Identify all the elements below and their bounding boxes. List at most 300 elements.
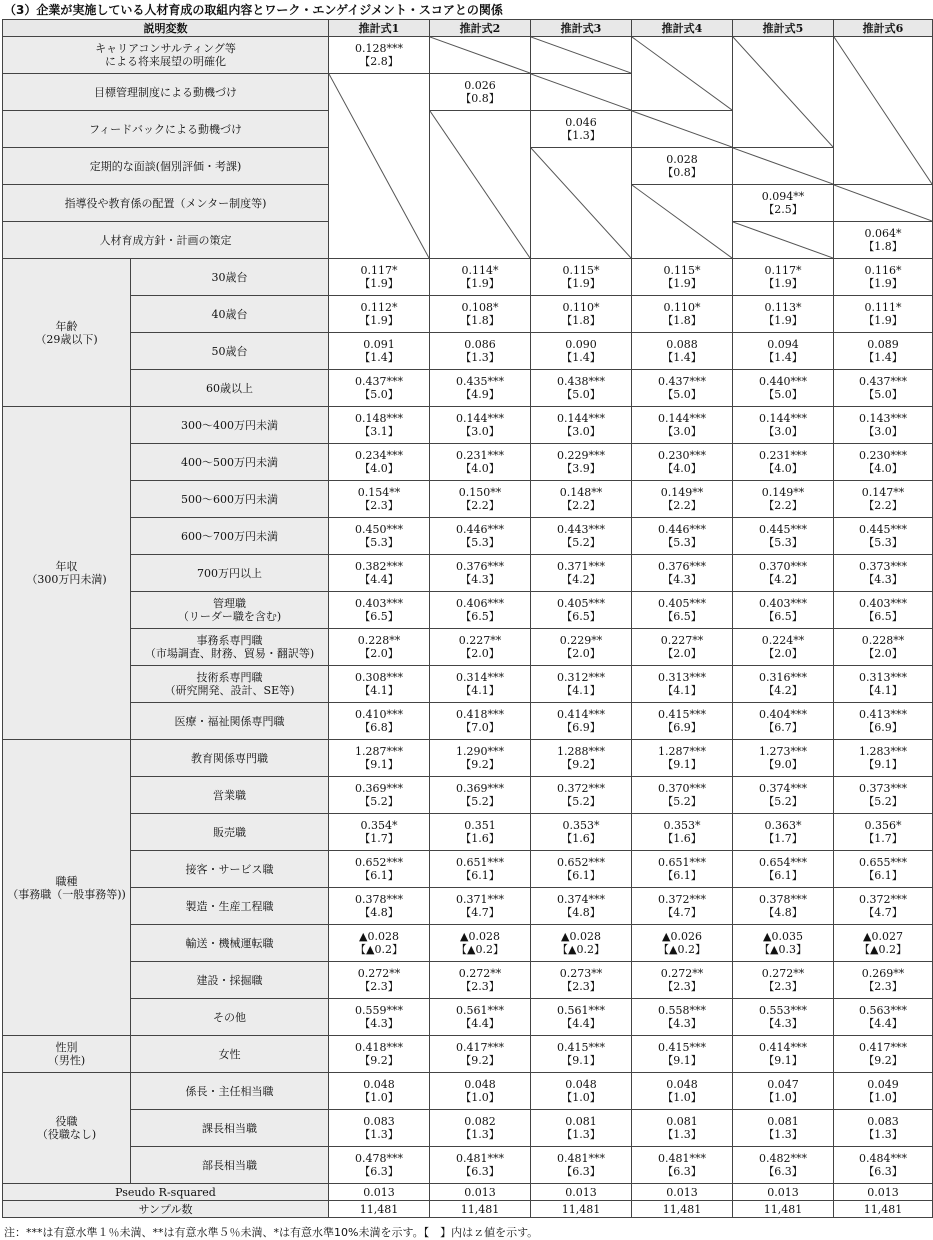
z-value: 【5.2】	[359, 795, 399, 808]
coef-value: ▲0.027	[863, 930, 903, 943]
coef-value: 0.047	[767, 1078, 799, 1091]
control-variable-label: 30歳台	[131, 259, 329, 296]
coef-value: 0.414***	[557, 708, 605, 721]
coef-value: 0.437***	[658, 375, 706, 388]
coef-cell	[834, 592, 933, 629]
coef-value: 0.373***	[859, 560, 907, 573]
coef-value: 0.376***	[658, 560, 706, 573]
footer-value-cell	[834, 1201, 933, 1218]
coef-cell	[632, 1036, 733, 1073]
coef-cell	[632, 925, 733, 962]
control-variable-label: 500～600万円未満	[131, 481, 329, 518]
coef-cell	[329, 407, 430, 444]
z-value: 【1.3】	[359, 1128, 399, 1141]
z-value: 【5.0】	[763, 388, 803, 401]
coef-value: 0.013	[565, 1185, 597, 1199]
coef-cell	[733, 1073, 834, 1110]
z-value: 【1.3】	[561, 1128, 601, 1141]
control-variable-label: 営業職	[131, 777, 329, 814]
z-value: 【5.3】	[863, 536, 903, 549]
blank-diagonal-block-lines	[531, 37, 631, 73]
coef-value: 0.144***	[759, 412, 807, 425]
z-value: 【1.8】	[561, 314, 601, 327]
coef-value: 0.272**	[761, 967, 805, 980]
z-value: 【6.1】	[460, 869, 500, 882]
z-value: 【1.3】	[460, 351, 500, 364]
blank-diagonal-block-lines	[329, 74, 429, 258]
coef-value: ▲0.028	[460, 930, 500, 943]
control-variable-label: 輸送・機械運転職	[131, 925, 329, 962]
coef-cell	[632, 481, 733, 518]
regression-table	[2, 19, 933, 1218]
z-value: 【6.1】	[561, 869, 601, 882]
coef-cell	[430, 925, 531, 962]
coef-value: 0.086	[464, 338, 496, 351]
z-value: 【1.8】	[863, 240, 903, 253]
coef-value: 0.373***	[859, 782, 907, 795]
z-value: 【4.1】	[359, 684, 399, 697]
coef-value: 0.049	[867, 1078, 899, 1091]
coef-value: 0.313***	[658, 671, 706, 684]
coef-cell	[632, 851, 733, 888]
z-value: 【1.6】	[561, 832, 601, 845]
z-value: 【2.3】	[763, 980, 803, 993]
z-value: 【▲0.2】	[859, 943, 907, 956]
control-variable-label: 技術系専門職 （研究開発、設計、SE等)	[131, 666, 329, 703]
coef-cell	[531, 296, 632, 333]
z-value: 【1.0】	[460, 1091, 500, 1104]
coef-cell	[632, 1110, 733, 1147]
coef-cell	[531, 592, 632, 629]
coef-cell	[733, 925, 834, 962]
coef-cell	[834, 1036, 933, 1073]
coef-value: 0.415***	[658, 708, 706, 721]
coef-cell	[531, 666, 632, 703]
coef-value: 0.351	[464, 819, 496, 832]
coef-cell	[733, 444, 834, 481]
coef-cell	[632, 629, 733, 666]
coef-cell	[329, 777, 430, 814]
z-value: 【1.4】	[359, 351, 399, 364]
coef-value: 0.147**	[861, 486, 905, 499]
control-variable-label: 700万円以上	[131, 555, 329, 592]
coef-cell	[733, 518, 834, 555]
coef-cell	[834, 851, 933, 888]
blank-diagonal-block	[632, 37, 733, 111]
coef-value: 11,481	[763, 1202, 803, 1216]
coef-cell	[531, 1073, 632, 1110]
coef-cell	[531, 555, 632, 592]
z-value: 【9.0】	[763, 758, 803, 771]
coef-cell	[834, 407, 933, 444]
z-value: 【3.9】	[561, 462, 601, 475]
z-value: 【5.3】	[359, 536, 399, 549]
z-value: 【5.2】	[561, 795, 601, 808]
z-value: 【▲0.2】	[557, 943, 605, 956]
coef-value: 0.374***	[759, 782, 807, 795]
coef-value: 0.437***	[859, 375, 907, 388]
z-value: 【1.6】	[460, 832, 500, 845]
blank-diagonal-cell	[632, 111, 733, 148]
training-variable-label: フィードバックによる動機づけ	[3, 111, 329, 148]
coef-cell	[632, 740, 733, 777]
coef-cell	[632, 333, 733, 370]
coef-value: 0.144***	[456, 412, 504, 425]
coef-value: 0.149**	[761, 486, 805, 499]
coef-cell	[430, 444, 531, 481]
coef-value: 0.369***	[355, 782, 403, 795]
coef-value: 0.435***	[456, 375, 504, 388]
z-value: 【6.3】	[763, 1165, 803, 1178]
coef-cell	[733, 740, 834, 777]
control-variable-label: 係長・主任相当職	[131, 1073, 329, 1110]
coef-value: 11,481	[359, 1202, 399, 1216]
z-value: 【1.9】	[359, 314, 399, 327]
coef-cell	[632, 555, 733, 592]
z-value: 【1.9】	[863, 277, 903, 290]
coef-cell	[531, 407, 632, 444]
control-row	[3, 851, 933, 888]
z-value: 【1.9】	[763, 277, 803, 290]
coef-value: 0.149**	[660, 486, 704, 499]
z-value: 【2.3】	[863, 980, 903, 993]
coef-value: 0.113*	[764, 301, 802, 314]
z-value: 【6.7】	[763, 721, 803, 734]
control-row	[3, 518, 933, 555]
z-value: 【4.4】	[561, 1017, 601, 1030]
coef-value: 0.272**	[660, 967, 704, 980]
coef-value: 0.450***	[355, 523, 403, 536]
z-value: 【1.3】	[561, 129, 601, 142]
group-label: 性別 （男性)	[3, 1036, 131, 1073]
coef-cell	[329, 259, 430, 296]
z-value: 【9.2】	[359, 1054, 399, 1067]
coef-value: 0.563***	[859, 1004, 907, 1017]
coef-cell	[834, 962, 933, 999]
z-value: 【6.5】	[359, 610, 399, 623]
coef-value: 0.231***	[456, 449, 504, 462]
z-value: 【9.1】	[359, 758, 399, 771]
coef-value: 0.230***	[859, 449, 907, 462]
coef-value: 0.481***	[658, 1152, 706, 1165]
coef-cell	[329, 370, 430, 407]
coef-value: 0.356*	[864, 819, 902, 832]
coef-cell	[632, 888, 733, 925]
coef-cell	[329, 888, 430, 925]
blank-diagonal-cell-lines	[733, 148, 833, 184]
coef-cell	[733, 888, 834, 925]
coef-value: 0.048	[464, 1078, 496, 1091]
coef-value: 0.370***	[759, 560, 807, 573]
control-variable-label: 女性	[131, 1036, 329, 1073]
control-variable-label: 50歳台	[131, 333, 329, 370]
blank-diagonal-block-lines	[632, 37, 732, 110]
z-value: 【4.0】	[863, 462, 903, 475]
z-value: 【6.3】	[662, 1165, 702, 1178]
training-value-cell	[430, 74, 531, 111]
coef-value: 0.418***	[355, 1041, 403, 1054]
coef-value: 0.094	[767, 338, 799, 351]
z-value: 【9.1】	[863, 758, 903, 771]
z-value: 【4.4】	[359, 573, 399, 586]
coef-value: 0.353*	[663, 819, 701, 832]
coef-value: 1.290***	[456, 745, 504, 758]
control-variable-label: 建設・採掘職	[131, 962, 329, 999]
coef-cell	[329, 444, 430, 481]
coef-value: 0.354*	[360, 819, 398, 832]
coef-value: 0.272**	[357, 967, 401, 980]
coef-value: 0.230***	[658, 449, 706, 462]
z-value: 【5.2】	[662, 795, 702, 808]
coef-cell	[632, 999, 733, 1036]
coef-value: 0.090	[565, 338, 597, 351]
coef-value: 0.446***	[456, 523, 504, 536]
coef-cell	[329, 666, 430, 703]
z-value: 【2.2】	[763, 499, 803, 512]
z-value: 【1.3】	[863, 1128, 903, 1141]
coef-value: 0.652***	[355, 856, 403, 869]
z-value: 【6.9】	[561, 721, 601, 734]
coef-value: 0.227**	[660, 634, 704, 647]
control-variable-label: 40歳台	[131, 296, 329, 333]
blank-diagonal-block	[733, 37, 834, 148]
coef-cell	[632, 777, 733, 814]
z-value: 【4.3】	[763, 1017, 803, 1030]
coef-value: 0.372***	[658, 893, 706, 906]
coef-cell	[430, 814, 531, 851]
coef-cell	[733, 555, 834, 592]
control-row	[3, 296, 933, 333]
footer-value-cell	[430, 1184, 531, 1201]
z-value: 【1.0】	[763, 1091, 803, 1104]
coef-value: 0.372***	[557, 782, 605, 795]
z-value: 【6.5】	[863, 610, 903, 623]
coef-value: 0.438***	[557, 375, 605, 388]
z-value: 【1.9】	[863, 314, 903, 327]
coef-cell	[531, 962, 632, 999]
coef-cell	[733, 592, 834, 629]
z-value: 【▲0.2】	[355, 943, 403, 956]
control-row	[3, 777, 933, 814]
coef-value: 0.227**	[458, 634, 502, 647]
coef-value: 0.064*	[864, 227, 902, 240]
coef-value: 0.046	[565, 116, 597, 129]
control-variable-label: 部長相当職	[131, 1147, 329, 1184]
control-row	[3, 999, 933, 1036]
coef-cell	[329, 333, 430, 370]
training-value-cell	[632, 148, 733, 185]
coef-value: 0.403***	[355, 597, 403, 610]
coef-cell	[834, 888, 933, 925]
blank-diagonal-cell	[834, 185, 933, 222]
coef-value: 0.115*	[663, 264, 701, 277]
z-value: 【4.0】	[359, 462, 399, 475]
control-variable-label: 事務系専門職 （市場調査、財務、貿易・翻訳等)	[131, 629, 329, 666]
coef-cell	[430, 333, 531, 370]
coef-value: 0.228**	[357, 634, 401, 647]
coef-cell	[632, 962, 733, 999]
coef-value: 0.308***	[355, 671, 403, 684]
z-value: 【5.2】	[763, 795, 803, 808]
z-value: 【0.8】	[460, 92, 500, 105]
coef-value: 0.110*	[663, 301, 701, 314]
coef-value: 0.415***	[658, 1041, 706, 1054]
z-value: 【1.4】	[561, 351, 601, 364]
coef-cell	[531, 814, 632, 851]
coef-cell	[733, 296, 834, 333]
blank-diagonal-block	[834, 37, 933, 185]
coef-value: 0.482***	[759, 1152, 807, 1165]
z-value: 【6.9】	[662, 721, 702, 734]
z-value: 【4.4】	[863, 1017, 903, 1030]
coef-value: 0.353*	[562, 819, 600, 832]
header-variable: 説明変数	[3, 20, 329, 37]
footer-row	[3, 1184, 933, 1201]
z-value: 【5.0】	[561, 388, 601, 401]
coef-cell	[632, 518, 733, 555]
coef-value: 0.083	[363, 1115, 395, 1128]
coef-cell	[329, 925, 430, 962]
coef-value: 0.115*	[562, 264, 600, 277]
z-value: 【1.7】	[359, 832, 399, 845]
z-value: 【1.9】	[460, 277, 500, 290]
z-value: 【4.0】	[763, 462, 803, 475]
coef-value: 0.272**	[458, 967, 502, 980]
coef-value: 0.445***	[859, 523, 907, 536]
z-value: 【1.0】	[359, 1091, 399, 1104]
z-value: 【4.7】	[662, 906, 702, 919]
z-value: 【1.3】	[460, 1128, 500, 1141]
coef-value: 0.112*	[360, 301, 398, 314]
training-value-cell	[531, 111, 632, 148]
z-value: 【6.5】	[763, 610, 803, 623]
control-variable-label: 400～500万円未満	[131, 444, 329, 481]
coef-cell	[632, 814, 733, 851]
coef-cell	[329, 740, 430, 777]
coef-cell	[834, 259, 933, 296]
coef-value: 0.484***	[859, 1152, 907, 1165]
footer-value-cell	[632, 1201, 733, 1218]
coef-value: 0.405***	[658, 597, 706, 610]
coef-value: 1.283***	[859, 745, 907, 758]
training-variable-label: 人材育成方針・計画の策定	[3, 222, 329, 259]
z-value: 【5.3】	[460, 536, 500, 549]
coef-value: 0.553***	[759, 1004, 807, 1017]
footer-value-cell	[329, 1201, 430, 1218]
z-value: 【6.9】	[863, 721, 903, 734]
header-model-5: 推計式5	[733, 20, 834, 37]
coef-cell	[632, 407, 733, 444]
z-value: 【4.2】	[763, 684, 803, 697]
coef-cell	[531, 1110, 632, 1147]
coef-cell	[733, 370, 834, 407]
footer-label: サンプル数	[3, 1201, 329, 1218]
coef-value: 0.234***	[355, 449, 403, 462]
coef-value: 0.228**	[861, 634, 905, 647]
coef-cell	[733, 814, 834, 851]
control-row	[3, 666, 933, 703]
coef-cell	[531, 629, 632, 666]
coef-value: 0.316***	[759, 671, 807, 684]
z-value: 【1.0】	[662, 1091, 702, 1104]
z-value: 【4.8】	[561, 906, 601, 919]
coef-value: 0.378***	[759, 893, 807, 906]
coef-cell	[733, 1110, 834, 1147]
coef-value: 0.478***	[355, 1152, 403, 1165]
z-value: 【2.3】	[359, 499, 399, 512]
coef-value: 0.013	[666, 1185, 698, 1199]
z-value: 【2.8】	[359, 55, 399, 68]
coef-cell	[632, 592, 733, 629]
z-value: 【4.3】	[662, 573, 702, 586]
z-value: 【9.1】	[763, 1054, 803, 1067]
blank-diagonal-block-lines	[632, 185, 732, 258]
z-value: 【4.7】	[460, 906, 500, 919]
blank-diagonal-cell	[733, 148, 834, 185]
coef-cell	[329, 851, 430, 888]
coef-value: 0.415***	[557, 1041, 605, 1054]
blank-diagonal-block	[329, 74, 430, 259]
coef-cell	[733, 777, 834, 814]
coef-value: 0.229***	[557, 449, 605, 462]
coef-value: 0.083	[867, 1115, 899, 1128]
z-value: 【▲0.2】	[658, 943, 706, 956]
coef-value: 0.108*	[461, 301, 499, 314]
z-value: 【3.0】	[561, 425, 601, 438]
coef-value: 0.312***	[557, 671, 605, 684]
group-label: 役職 （役職なし)	[3, 1073, 131, 1184]
coef-cell	[531, 444, 632, 481]
coef-cell	[834, 814, 933, 851]
control-variable-label: 300～400万円未満	[131, 407, 329, 444]
control-row	[3, 481, 933, 518]
z-value: 【1.7】	[763, 832, 803, 845]
z-value: 【2.3】	[662, 980, 702, 993]
coef-cell	[632, 370, 733, 407]
z-value: 【6.3】	[359, 1165, 399, 1178]
training-value-cell	[733, 185, 834, 222]
coef-value: 0.116*	[864, 264, 902, 277]
coef-value: 0.376***	[456, 560, 504, 573]
z-value: 【1.4】	[662, 351, 702, 364]
header-model-4: 推計式4	[632, 20, 733, 37]
control-row	[3, 1073, 933, 1110]
coef-cell	[834, 555, 933, 592]
coef-cell	[329, 1036, 430, 1073]
z-value: 【9.1】	[662, 1054, 702, 1067]
z-value: 【6.1】	[863, 869, 903, 882]
control-variable-label: 60歳以上	[131, 370, 329, 407]
blank-diagonal-cell-lines	[632, 111, 732, 147]
control-row	[3, 592, 933, 629]
coef-cell	[430, 259, 531, 296]
coef-cell	[329, 1147, 430, 1184]
coef-value: 0.378***	[355, 893, 403, 906]
coef-value: 0.404***	[759, 708, 807, 721]
coef-value: 0.405***	[557, 597, 605, 610]
z-value: 【6.3】	[561, 1165, 601, 1178]
coef-cell	[834, 666, 933, 703]
coef-value: 0.481***	[557, 1152, 605, 1165]
coef-cell	[733, 999, 834, 1036]
control-variable-label: 接客・サービス職	[131, 851, 329, 888]
coef-value: 0.651***	[456, 856, 504, 869]
coef-value: 0.081	[565, 1115, 597, 1128]
coef-cell	[430, 999, 531, 1036]
z-value: 【6.1】	[763, 869, 803, 882]
z-value: 【4.2】	[763, 573, 803, 586]
coef-value: 0.094**	[761, 190, 805, 203]
